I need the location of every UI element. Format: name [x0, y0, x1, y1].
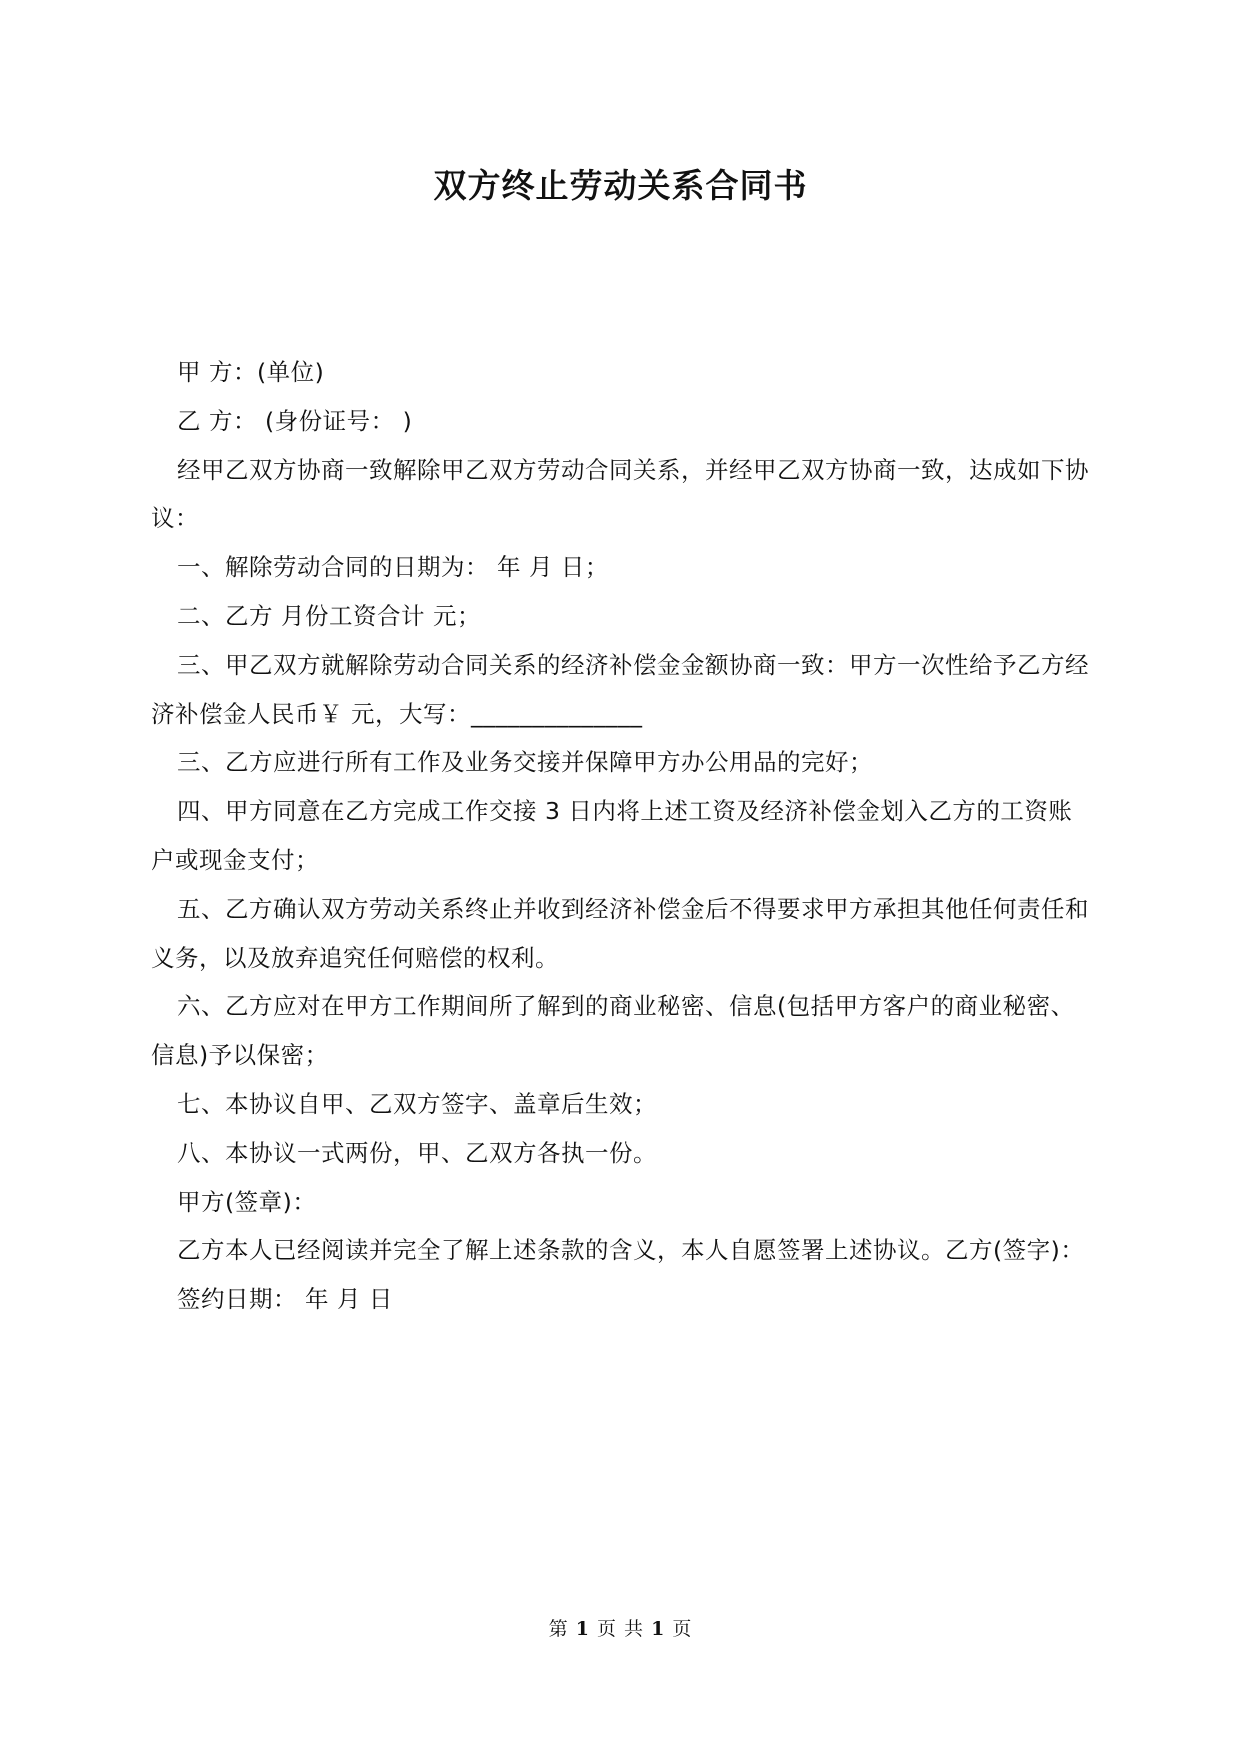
- clause-4: 四、甲方同意在乙方完成工作交接 3 日内将上述工资及经济补偿金划入乙方的工资账户或现金支付；: [151, 797, 1073, 874]
- page-footer: [0, 1614, 1241, 1641]
- document-body: [151, 348, 1091, 1324]
- document-title: 双方终止劳动关系合同书: [433, 166, 808, 205]
- signing-date-line: 签约日期： 年 月 日: [177, 1285, 393, 1314]
- party-a-seal-line: 甲方(签章)：: [177, 1187, 317, 1216]
- clause-5: 五、乙方确认双方劳动关系终止并收到经济补偿金后不得要求甲方承担其他任何责任和义务，以及放弃追究任何赔偿的权利。: [151, 894, 1089, 972]
- clause-7: 七、本协议自甲、乙双方签字、盖章后生效；: [177, 1089, 657, 1118]
- clause-8: 八、本协议一式两份，甲、乙双方各执一份。: [177, 1138, 657, 1167]
- clause-2: 二、乙方 月份工资合计 元；: [177, 601, 481, 630]
- footer-total-pages: 1: [651, 1618, 666, 1640]
- intro-paragraph: 经甲乙双方协商一致解除甲乙双方劳动合同关系，并经甲乙双方协商一致，达成如下协议：: [151, 455, 1089, 533]
- party-b-signature-line: 乙方本人已经阅读并完全了解上述条款的含义，本人自愿签署上述协议。乙方(签字)：: [177, 1236, 1085, 1265]
- footer-prefix: 第: [548, 1618, 569, 1640]
- footer-middle: 页 共: [596, 1618, 645, 1640]
- clause-3-handover: 三、乙方应进行所有工作及业务交接并保障甲方办公用品的完好；: [177, 748, 873, 777]
- clause-1: 一、解除劳动合同的日期为： 年 月 日；: [177, 553, 609, 582]
- party-b-line: 乙 方： (身份证号： ): [177, 406, 413, 435]
- clause-6: 六、乙方应对在甲方工作期间所了解到的商业秘密、信息(包括甲方客户的商业秘密、信息)予以保密；: [151, 992, 1075, 1070]
- footer-suffix: 页: [672, 1618, 693, 1640]
- clause-3-compensation: 三、甲乙双方就解除劳动合同关系的经济补偿金金额协商一致：甲方一次性给予乙方经济补偿金人民币￥ 元，大写：______________: [151, 650, 1089, 728]
- party-a-line: 甲 方：(单位): [177, 358, 325, 386]
- footer-page-number: 1: [575, 1618, 590, 1640]
